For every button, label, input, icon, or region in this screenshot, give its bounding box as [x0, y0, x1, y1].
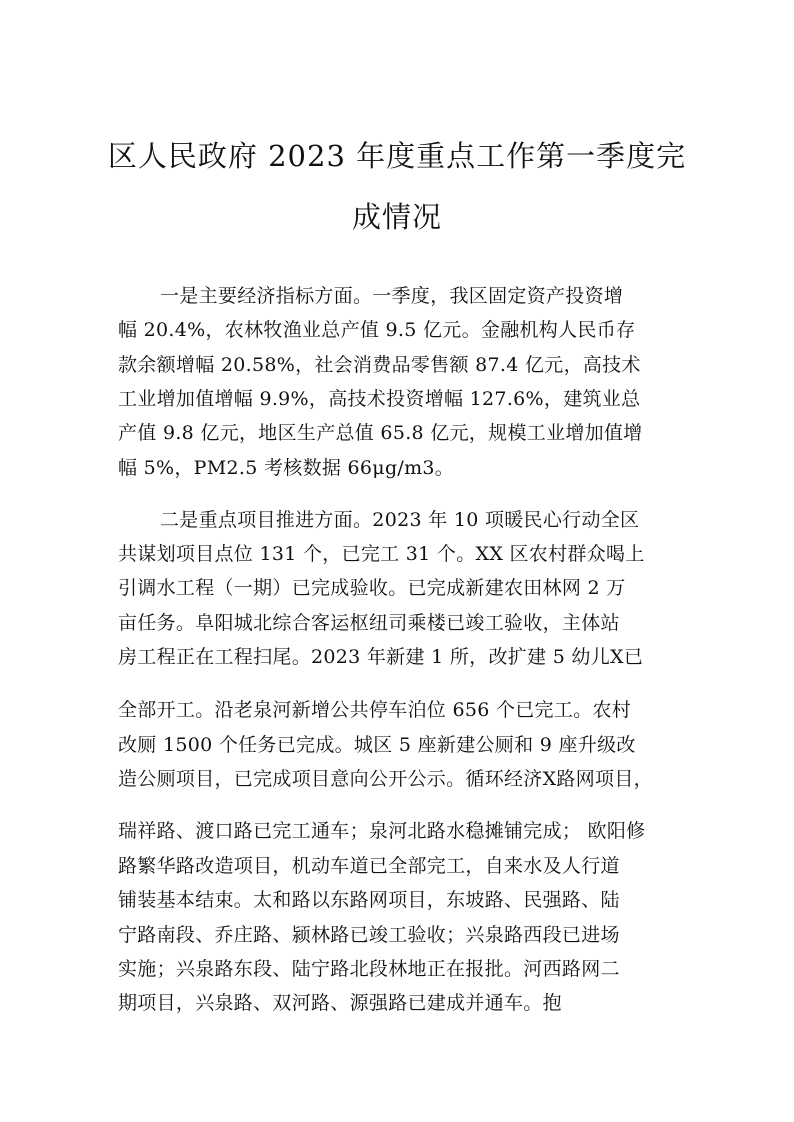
body-line: 全部开工。沿老泉河新增公共停车泊位 656 个已完工。农村: [118, 699, 632, 721]
body-line: 铺装基本结束。太和路以东路网项目，东坡路、民强路、陆: [118, 889, 620, 911]
body-line: 瑞祥路、渡口路已完工通车；泉河北路水稳摊铺完成； 欧阳修: [118, 820, 646, 842]
body-line: 幅 5%，PM2.5 考核数据 66μg/m3。: [118, 457, 455, 479]
body-line: 共谋划项目点位 131 个，已完工 31 个。XX 区农村群众喝上: [118, 543, 645, 565]
body-line: 一是主要经济指标方面。一季度，我区固定资产投资增: [160, 285, 624, 307]
body-line: 实施；兴泉路东段、陆宁路北段林地正在报批。河西路网二: [118, 958, 620, 980]
body-line: 亩任务。阜阳城北综合客运枢纽司乘楼已竣工验收，主体站: [118, 612, 620, 634]
body-line: 宁路南段、乔庄路、颍林路已竣工验收；兴泉路西段已进场: [118, 924, 620, 946]
body-line: 幅 20.4%，农林牧渔业总产值 9.5 亿元。金融机构人民币存: [118, 319, 636, 341]
body-line: 路繁华路改造项目，机动车道已全部完工，自来水及人行道: [118, 855, 620, 877]
body-line: 产值 9.8 亿元，地区生产总值 65.8 亿元，规模工业增加值增: [118, 422, 643, 444]
body-line: 二是重点项目推进方面。2023 年 10 项暖民心行动全区: [160, 509, 640, 531]
body-line: 造公厕项目，已完成项目意向公开公示。循环经济X路网项目，: [118, 768, 653, 790]
document-title-line-2: 成情况: [351, 200, 442, 234]
body-line: 期项目，兴泉路、双河路、源强路已建成并通车。抱: [118, 992, 562, 1014]
body-line: 改厕 1500 个任务已完成。城区 5 座新建公厕和 9 座升级改: [118, 734, 636, 756]
body-line: 引调水工程（一期）已完成验收。已完成新建农田林网 2 万: [118, 577, 626, 599]
document-title-line-1: 区人民政府 2023 年度重点工作第一季度完: [107, 139, 687, 173]
body-line: 工业增加值增幅 9.9%，高技术投资增幅 127.6%，建筑业总: [118, 388, 641, 410]
body-line: 房工程正在工程扫尾。2023 年新建 1 所，改扩建 5 幼儿X已: [118, 646, 644, 668]
body-line: 款余额增幅 20.58%，社会消费品零售额 87.4 亿元，高技术: [118, 354, 641, 376]
